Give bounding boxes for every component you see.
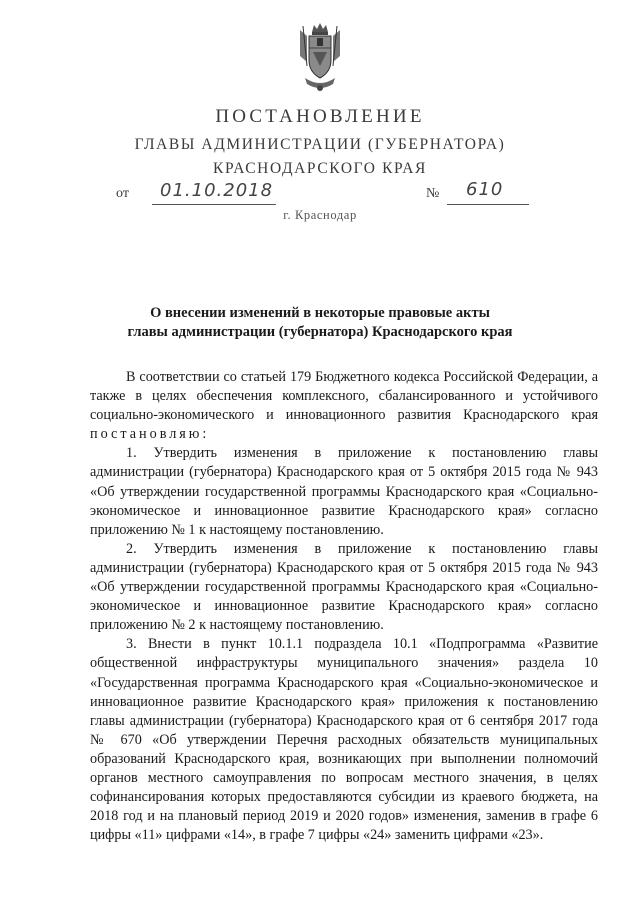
authority-line-1: ГЛАВЫ АДМИНИСТРАЦИИ (ГУБЕРНАТОРА) (134, 136, 506, 153)
item-paragraph: 2. Утвердить изменения в приложение к постановлению главы администрации (губернатора) Краснодарского края от 5 октября 2015 года № 943 «Об утверждении государственной программы Краснодарского края «Социально-экономическое и инновационное развитие Краснодарского края» согласно приложению № 2 к настоящему постановлению. (90, 540, 598, 634)
document-type-heading: ПОСТАНОВЛЕНИЕ (215, 106, 425, 127)
preamble-text: В соответствии со статьей 179 Бюджетного кодекса Российской Федерации, а также в целях обеспечения комплексного, сбалансированного и устойчивого социально-экономического и инновационного развития Краснодарского края (90, 369, 598, 424)
decree-word: постановляю: (90, 426, 210, 443)
document-title (0, 304, 640, 342)
item-paragraph: 3. Внести в пункт 10.1.1 подраздела 10.1 «Подпрограмма «Развитие общественной инфраструктуры муниципального значения» раздела 10 «Государственная программа Краснодарского края «Социально-экономическое и инновационное развитие Краснодарского края» приложения к постановлению главы администрации (губернатора) Краснодарского края от 6 сентября 2017 года № 670 «Об утверждении Перечня расходных обязательств муниципальных образований Краснодарского края, возникающих при выполнении полномочий органов местного самоуправления по вопросам местного значения, в целях софинансирования которых предоставляются субсидии из краевого бюджета, на 2018 год и на плановый период 2019 и 2020 годов» изменения, заменив в графе 6 цифры «11» цифрами «14», в графе 7 цифры «24» заменить цифрами «23». (90, 636, 598, 844)
title-line-1: О внесении изменений в некоторые правовые акты (150, 305, 490, 321)
date-value: 01.10.2018 (160, 180, 274, 201)
title-line-2: главы администрации (губернатора) Краснодарского края (127, 324, 513, 340)
date-underline (152, 204, 276, 205)
number-value: 610 (466, 179, 504, 200)
date-label: от (116, 186, 129, 201)
city-label: г. Краснодар (283, 208, 357, 222)
preamble-paragraph (90, 368, 598, 444)
krasnodar-coat-of-arms-icon (297, 22, 343, 94)
item-paragraph: 1. Утвердить изменения в приложение к постановлению главы администрации (губернатора) Краснодарского края от 5 октября 2015 года № 943 «Об утверждении государственной программы Краснодарского края «Социально-экономическое и инновационное развитие Краснодарского края» согласно приложению № 1 к настоящему постановлению. (90, 445, 598, 538)
document-body (90, 368, 598, 845)
number-label: № (426, 186, 440, 201)
authority-line-2: КРАСНОДАРСКОГО КРАЯ (213, 160, 427, 177)
number-underline (447, 204, 529, 205)
